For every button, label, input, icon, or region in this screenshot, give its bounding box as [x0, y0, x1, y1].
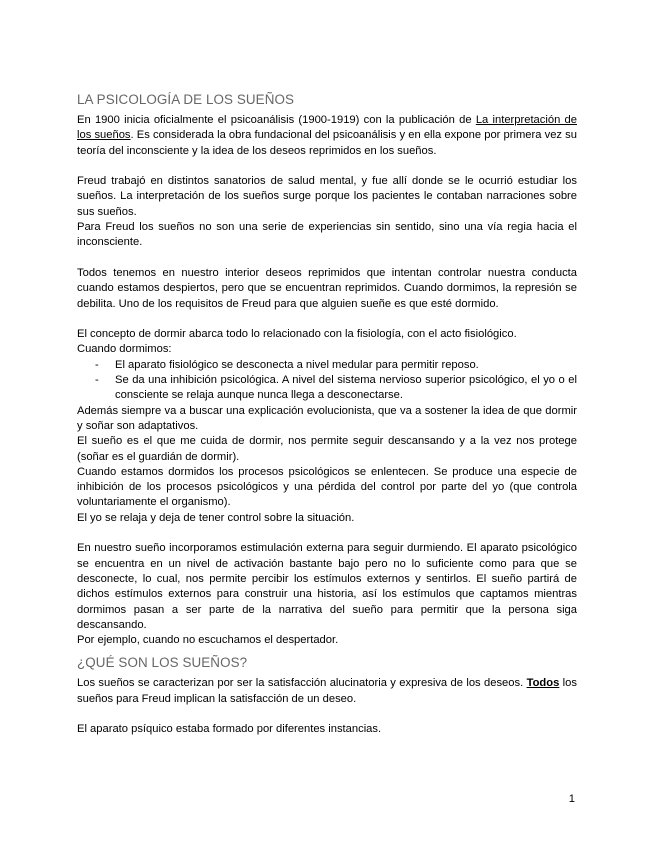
paragraph-deseos-reprimidos: Todos tenemos en nuestro interior deseos reprimidos que intentan controlar nuestra conducta cuando estamos despiertos, pero que se encuentran reprimidos. Cuando dormimos, la represión se debilita. Uno de los requisitos de Freud para que alguien sueñe es que esté dormido. — [77, 266, 577, 310]
paragraph-ejemplo: Por ejemplo, cuando no escuchamos el despertador. — [77, 634, 339, 647]
page-number: 1 — [568, 793, 575, 805]
paragraph-via-regia: Para Freud los sueños no son una serie de experiencias sin sentido, sino una vía regia hacia el inconsciente. — [77, 221, 577, 249]
paragraph-concepto-dormir: El concepto de dormir abarca todo lo relacionado con la fisiología, con el acto fisiológico. — [77, 328, 517, 341]
satisfaccion-rest: los sueños para Freud implican la satisfacción de un deseo. — [77, 677, 577, 705]
paragraph-freud-sanatorios: Freud trabajó en distintos sanatorios de salud mental, y fue allí donde se le ocurrió estudiar los sueños. La interpretación de los sueños surge porque los pacientes le contaban narraciones sobre sus sueños. — [77, 175, 577, 218]
paragraph-cuando-dormimos: Cuando dormimos: — [77, 343, 172, 356]
emphasis-todos: Todos — [526, 677, 560, 690]
heading-psicologia-suenos: LA PSICOLOGÍA DE LOS SUEÑOS — [77, 92, 295, 107]
paragraph-procesos: Cuando estamos dormidos los procesos psicológicos se enlentecen. Se produce una especie de inhibición de los procesos psicológicos y una pérdida del control por parte del yo (que controla voluntariamente el organismo). — [77, 465, 577, 509]
dash-list — [77, 358, 577, 404]
paragraph-satisfaccion — [77, 676, 577, 707]
paragraph-aparato-psiquico: El aparato psíquico estaba formado por diferentes instancias. — [77, 723, 382, 736]
paragraph-estimulacion-externa: En nuestro sueño incorporamos estimulación externa para seguir durmiendo. El aparato psicológico se encuentra en un nivel de activación bastante bajo pero no lo suficiente como para que se desconecte, lo cual, nos permite percibir los estímulos externos y sentirlos. El sueño partirá de dichos estímulos externos para construir una historia, así los estímulos que captamos mientras dormimos pasan a ser parte de la narrativa del sueño para permitir que la persona siga descansando. — [77, 542, 577, 631]
list-item: - Se da una inhibición psicológica. A nivel del sistema nervioso superior psicológico, el yo o el consciente se relaja aunque nunca llega a desconectarse. — [77, 373, 577, 404]
intro-text-rest: . Es considerada la obra fundacional del psicoanálisis y en ella expone por primera vez su teoría del inconsciente y la idea de los deseos reprimidos en los sueños. — [77, 129, 577, 157]
book-title-link: La interpretación de los sueños — [77, 114, 577, 142]
list-item: - El aparato fisiológico se desconecta a nivel medular para permitir reposo. — [77, 358, 577, 373]
satisfaccion-text: Los sueños se caracterizan por ser la satisfacción alucinatoria y expresiva de los deseos. — [77, 677, 524, 690]
paragraph-intro — [77, 113, 577, 159]
paragraph-yo-se-relaja: El yo se relaja y deja de tener control sobre la situación. — [77, 511, 355, 524]
heading-que-son-suenos: ¿QUÉ SON LOS SUEÑOS? — [77, 655, 248, 671]
page-content — [77, 91, 577, 738]
paragraph-guardian: El sueño es el que me cuida de dormir, nos permite seguir descansando y a la vez nos protege (soñar es el guardián de dormir). — [77, 435, 577, 463]
intro-text: En 1900 inicia oficialmente el psicoanálisis (1900-1919) con la publicación de — [77, 114, 476, 126]
paragraph-evolucionista: Además siempre va a buscar una explicación evolucionista, que va a sostener la idea de que dormir y soñar son adaptativos. — [77, 404, 577, 432]
